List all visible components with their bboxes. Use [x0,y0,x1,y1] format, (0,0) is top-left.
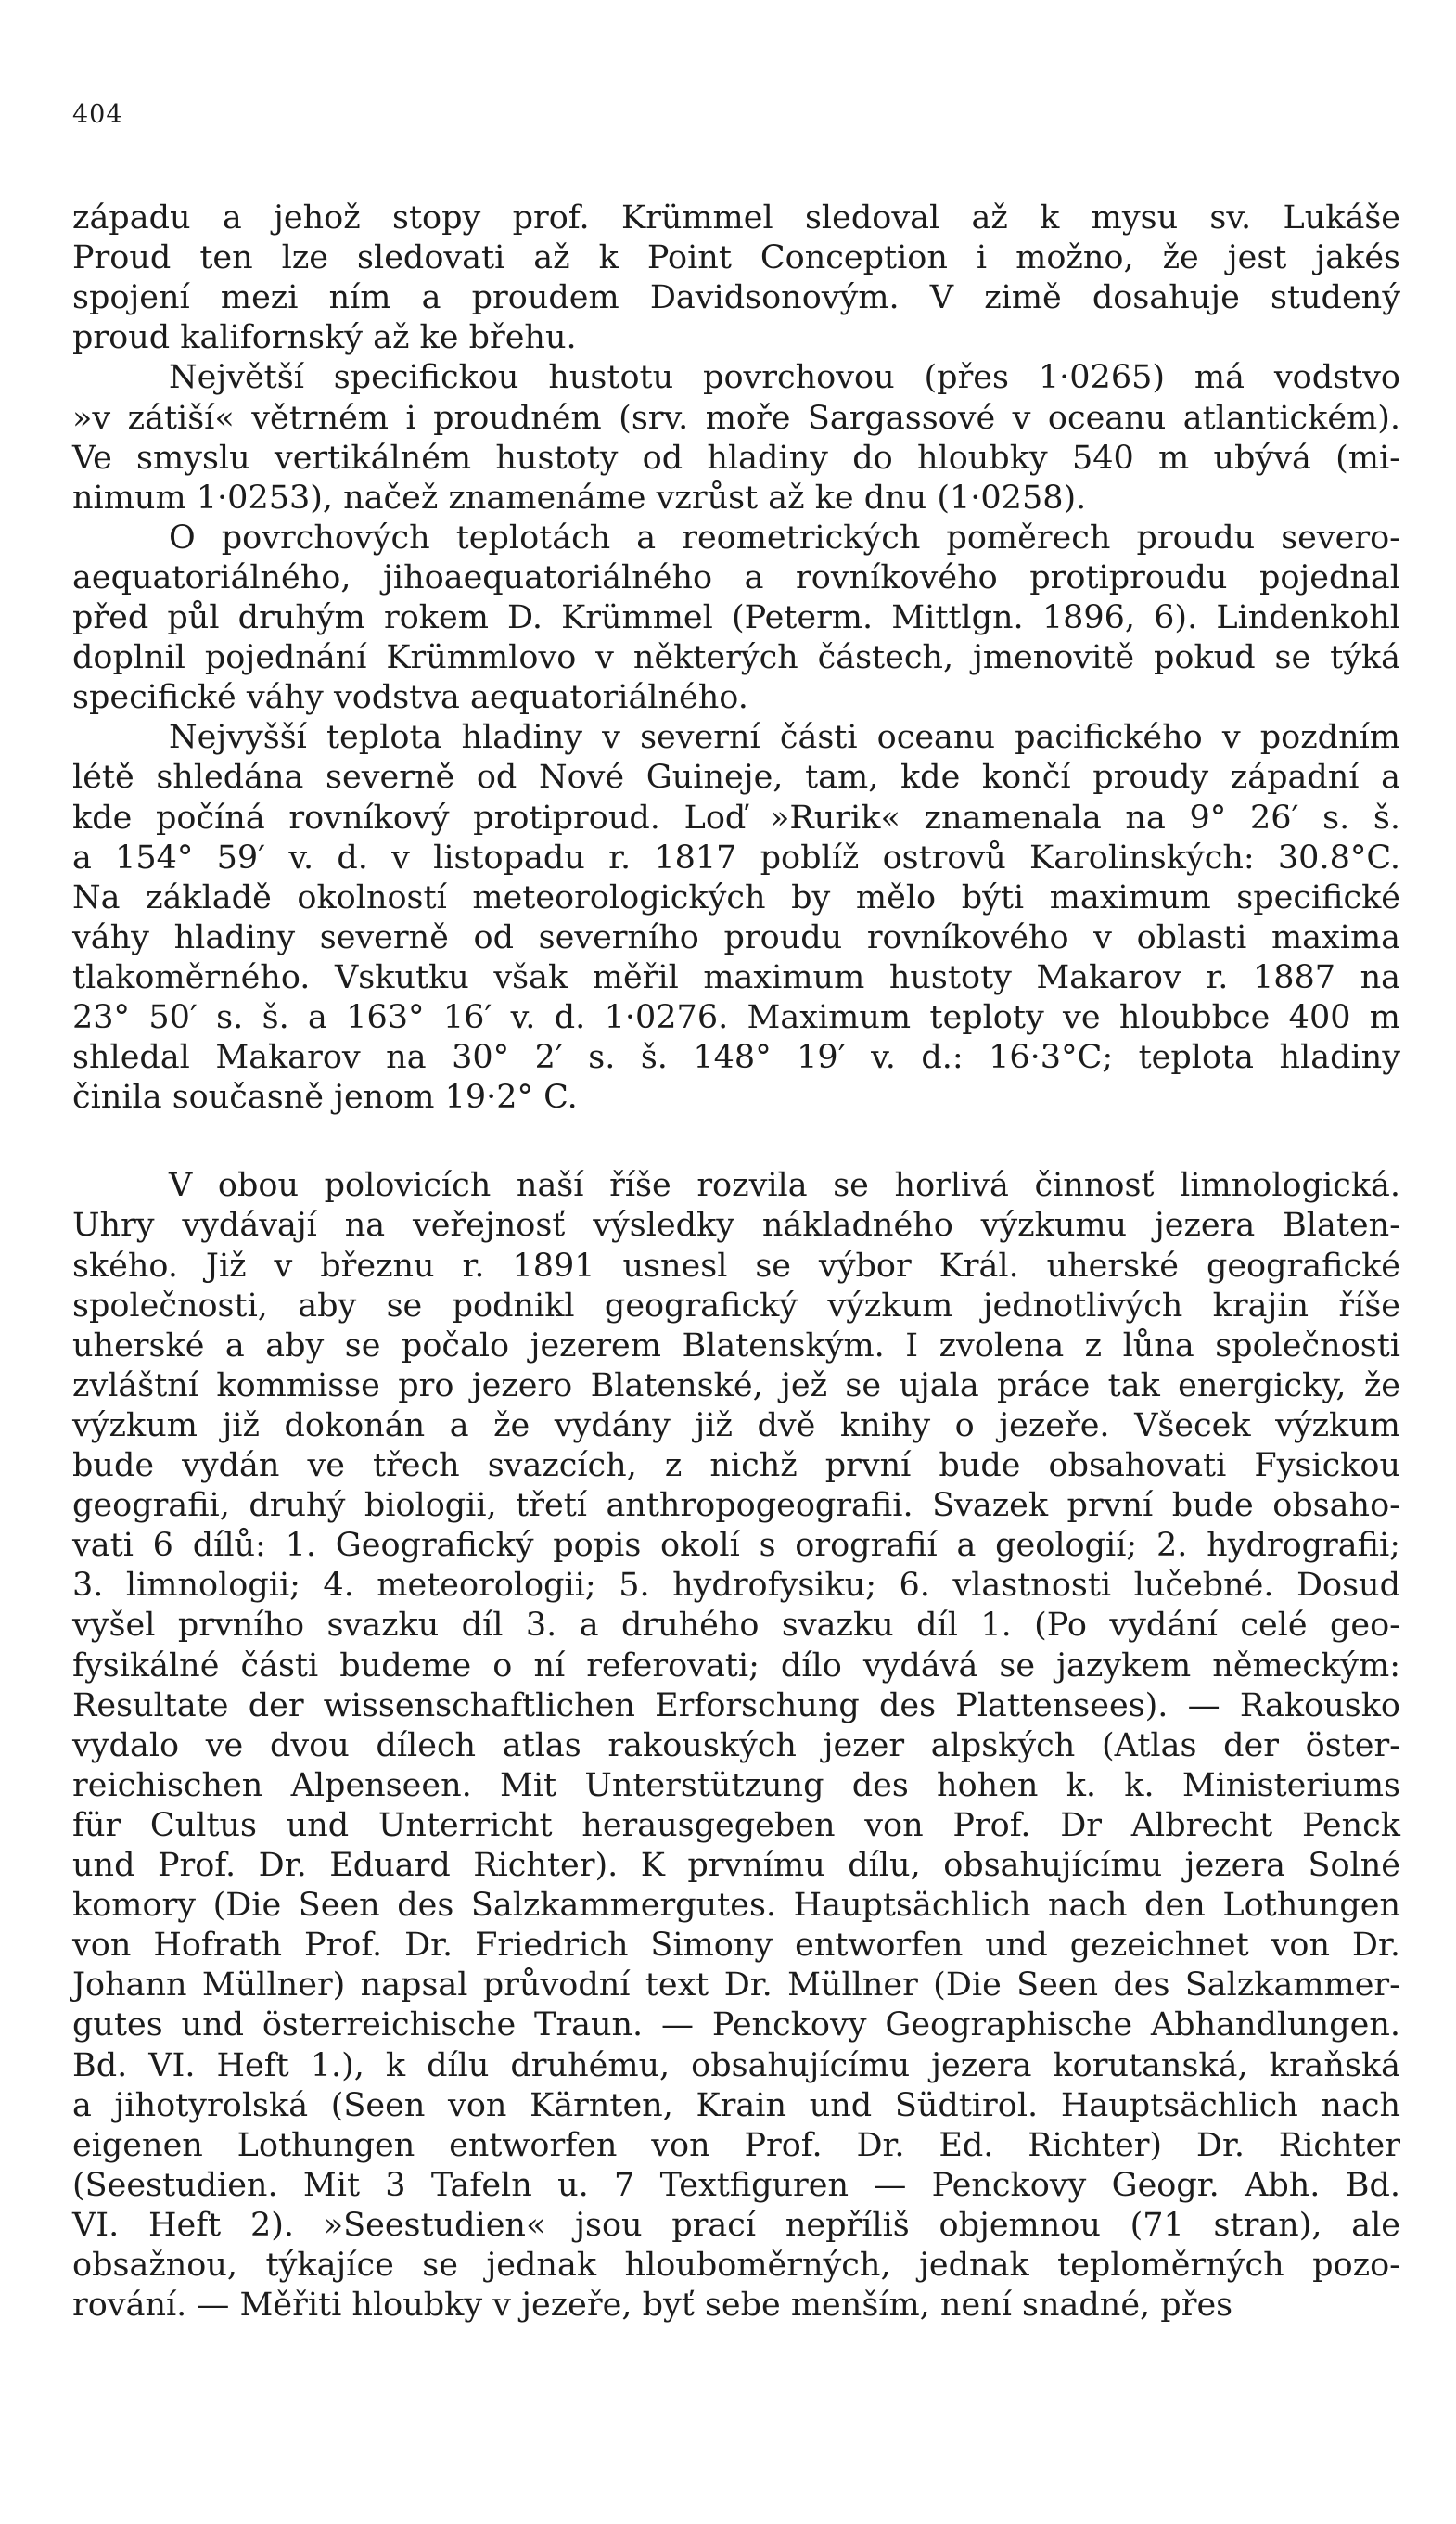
text-line: für Cultus und Unterricht herausgegeben von Prof. Dr Albrecht Penck [72,1806,1400,1844]
text-line: obsažnou, týkajíce se jednak hlouboměrných, jednak teploměrných pozo- [72,2247,1400,2284]
text-line: před půl druhým rokem D. Krümmel (Peterm. Mittlgn. 1896, 6). Lindenkohl [72,599,1400,636]
text-line: 3. limnologii; 4. meteorologii; 5. hydrofysiku; 6. vlastnosti lučebné. Dosud [72,1567,1400,1605]
text-line: Nejvyšší teplota hladiny v severní části oceanu pacifického v pozdním [169,719,1400,757]
text-line: tlakoměrného. Vskutku však měřil maximum hustoty Makarov r. 1887 na [72,958,1400,996]
text-line: a jihotyrolská (Seen von Kärnten, Krain und Südtirol. Hauptsächlich nach [72,2086,1400,2124]
text-line: komory (Die Seen des Salzkammergutes. Hauptsächlich nach den Lothungen [72,1887,1400,1925]
text-line: bude vydán ve třech svazcích, z nichž první bude obsahovati Fysickou [72,1447,1400,1484]
text-line: geografii, druhý biologii, třetí anthropogeografii. Svazek první bude obsaho- [72,1487,1400,1525]
text-line: Proud ten lze sledovati až k Point Conception i možno, že jest jakés [72,239,1400,277]
text-line: Resultate der wissenschaftlichen Erforschung des Plattensees). — Rakousko [72,1686,1400,1724]
text-line: zvláštní kommisse pro jezero Blatenské, jež se ujala práce tak energicky, že [72,1366,1400,1404]
text-line: aequatoriálného, jihoaequatoriálného a rovníkového protiproudu pojednal [72,558,1400,596]
text-line: VI. Heft 2). »Seestudien« jsou prací nepříliš objemnou (71 stran), ale [72,2206,1400,2244]
text-line: specifické váhy vodstva aequatoriálného. [72,679,748,717]
text-line: uherské a aby se počalo jezerem Blatenským. I zvolena z lůna společnosti [72,1326,1400,1364]
text-line: činila současně jenom 19·2° C. [72,1079,578,1117]
text-line: nimum 1·0253), načež znamenáme vzrůst až ke dnu (1·0258). [72,479,1087,517]
text-line: gutes und österreichische Traun. — Penckovy Geographische Abhandlungen. [72,2006,1400,2044]
text-line: und Prof. Dr. Eduard Richter). K prvnímu dílu, obsahujícímu jezera Solné [72,1847,1400,1884]
page-number: 404 [72,100,123,129]
text-line: a 154° 59′ v. d. v listopadu r. 1817 poblíž ostrovů Karolinských: 30.8°C. [72,839,1400,877]
text-line: V obou polovicích naší říše rozvila se horlivá činnosť limnologická. [169,1167,1400,1205]
text-line: létě shledána severně od Nové Guineje, tam, kde končí proudy západní a [72,759,1400,797]
text-line: vydalo ve dvou dílech atlas rakouských jezer alpských (Atlas der öster- [72,1726,1400,1764]
text-line: Ve smyslu vertikálném hustoty od hladiny do hloubky 540 m ubývá (mi- [72,439,1400,477]
text-line: kde počíná rovníkový protiproud. Loď »Rurik« znamenala na 9° 26′ s. š. [72,799,1400,837]
text-line: eigenen Lothungen entworfen von Prof. Dr. Ed. Richter) Dr. Richter [72,2126,1400,2164]
text-line: váhy hladiny severně od severního proudu rovníkového v oblasti maxima [72,918,1400,956]
text-line: Uhry vydávají na veřejnosť výsledky nákladného výzkumu jezera Blaten- [72,1207,1400,1245]
text-line: fysikálné části budeme o ní referovati; dílo vydává se jazykem německým: [72,1646,1400,1685]
text-line: von Hofrath Prof. Dr. Friedrich Simony entworfen und gezeichnet von Dr. [72,1927,1400,1965]
text-line: spojení mezi ním a proudem Davidsonovým. V zimě dosahuje studený [72,279,1400,317]
text-line: ského. Již v březnu r. 1891 usnesl se výbor Král. uherské geografické [72,1247,1400,1285]
text-line: Největší specifickou hustotu povrchovou (přes 1·0265) má vodstvo [169,359,1400,397]
text-line: výzkum již dokonán a že vydány již dvě knihy o jezeře. Všecek výzkum [72,1406,1400,1444]
text-line: společnosti, aby se podnikl geografický výzkum jednotlivých krajin říše [72,1287,1400,1325]
text-line: Bd. VI. Heft 1.), k dílu druhému, obsahujícímu jezera korutanská, kraňská [72,2046,1400,2084]
text-line: (Seestudien. Mit 3 Tafeln u. 7 Textfiguren — Penckovy Geogr. Abh. Bd. [72,2166,1400,2204]
text-line: Na základě okolností meteorologických by mělo býti maximum specifické [72,878,1400,916]
text-line: reichischen Alpenseen. Mit Unterstützung des hohen k. k. Ministeriums [72,1766,1400,1804]
text-line: proud kalifornský až ke břehu. [72,319,577,357]
text-line: Johann Müllner) napsal průvodní text Dr. Müllner (Die Seen des Salzkammer- [72,1967,1400,2005]
text-line: doplnil pojednání Krümmlovo v některých částech, jmenovitě pokud se týká [72,639,1400,677]
text-line: západu a jehož stopy prof. Krümmel sledoval až k mysu sv. Lukáše [72,199,1400,237]
text-line: O povrchových teplotách a reometrických poměrech proudu severo- [169,519,1400,557]
text-line: rování. — Měřiti hloubky v jezeře, byť sebe menším, není snadné, přes [72,2287,1233,2325]
text-line: »v zátiší« větrném i proudném (srv. moře Sargassové v oceanu atlantickém). [72,399,1400,437]
text-line: shledal Makarov na 30° 2′ s. š. 148° 19′ v. d.: 16·3°C; teplota hladiny [72,1039,1400,1077]
text-line: vati 6 dílů: 1. Geografický popis okolí s orografií a geologií; 2. hydrografii; [72,1527,1400,1565]
text-line: 23° 50′ s. š. a 163° 16′ v. d. 1·0276. Maximum teploty ve hloubbce 400 m [72,999,1400,1036]
text-line: vyšel prvního svazku díl 3. a druhého svazku díl 1. (Po vydání celé geo- [72,1607,1400,1645]
